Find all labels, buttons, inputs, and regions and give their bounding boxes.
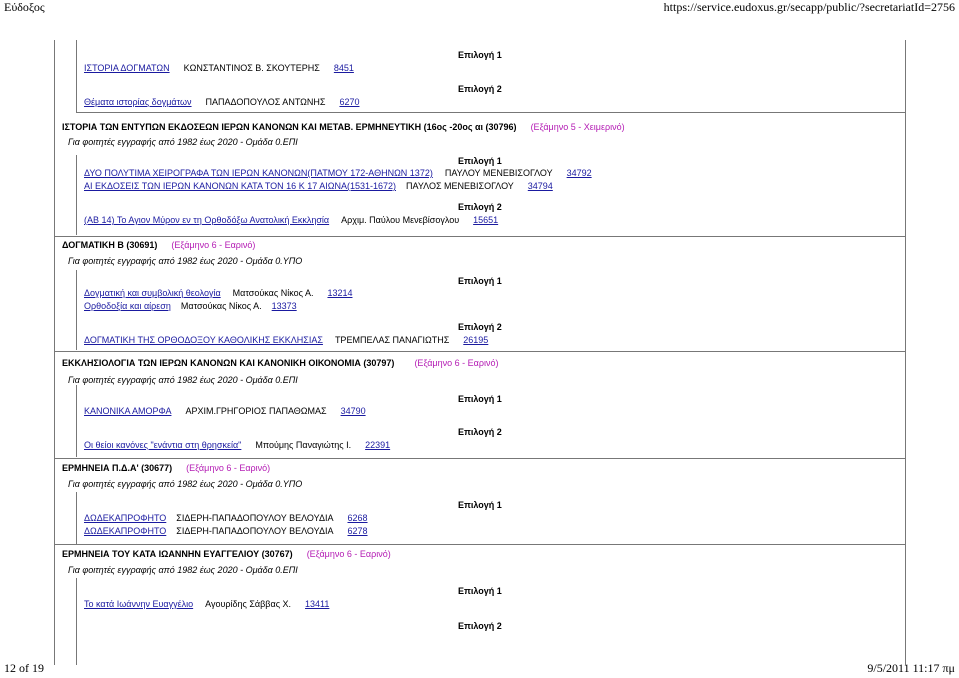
book-row [84,599,329,610]
book-row [84,168,592,179]
book-code-link[interactable]: 8451 [333,63,354,73]
course-semester: (Εξάμηνο 5 - Χειμερινό) [530,122,625,132]
book-row [84,288,352,299]
book-title-link[interactable]: ΔΩΔΕΚΑΠΡΟΦΗΤΟ [84,513,167,523]
book-row [84,97,359,108]
book-row [84,526,368,537]
book-author: Ματσούκας Νίκος Α. [232,288,314,298]
course-name: ΕΚΚΛΗΣΙΟΛΟΓΙΑ ΤΩΝ ΙΕΡΩΝ ΚΑΝΟΝΩΝ ΚΑΙ ΚΑΝΟΝΙΚΗ ΟΙΚΟΝΟΜΙΑ (30797) [62,358,395,368]
course-title [62,122,625,133]
book-row [84,440,390,451]
book-row [84,181,553,192]
course-title [62,463,270,474]
course-name: ΕΡΜΗΝΕΙΑ Π.Δ.Α' (30677) [62,463,173,473]
inner-left-border [76,40,77,112]
book-code-link[interactable]: 22391 [365,440,391,450]
choice-label: Επιλογή 2 [458,621,502,631]
course-note: Για φοιτητές εγγραφής από 1982 έως 2020 - Ομάδα 0.ΕΠΙ [68,565,298,575]
book-code-link[interactable]: 26195 [463,335,489,345]
inner-left-border [76,385,77,457]
book-row [84,406,366,417]
book-code-link[interactable]: 15651 [473,215,499,225]
book-title-link[interactable]: ΑΙ ΕΚΔΟΣΕΙΣ ΤΩΝ ΙΕΡΩΝ ΚΑΝΟΝΩΝ ΚΑΤΑ ΤΟΝ 16 Κ 17 ΑΙΩΝΑ(1531-1672) [84,181,396,191]
choice-label: Επιλογή 1 [458,586,502,596]
book-title-link[interactable]: ΔΩΔΕΚΑΠΡΟΦΗΤΟ [84,526,167,536]
book-author: ΠΑΥΛΟΥ ΜΕΝΕΒΙΣΟΓΛΟΥ [444,168,553,178]
book-author: ΣΙΔΕΡΗ-ΠΑΠΑΔΟΠΟΥΛΟΥ ΒΕΛΟΥΔΙΑ [176,513,334,523]
choice-label: Επιλογή 2 [458,322,502,332]
book-author: ΑΡΧΙΜ.ΓΡΗΓΟΡΙΟΣ ΠΑΠΑΘΩΜΑΣ [185,406,327,416]
course-name: ΕΡΜΗΝΕΙΑ ΤΟΥ ΚΑΤΑ ΙΩΑΝΝΗΝ ΕΥΑΓΓΕΛΙΟΥ (30767) [62,549,293,559]
inner-left-border [76,578,77,665]
book-author: ΠΑΠΑΔΟΠΟΥΛΟΣ ΑΝΤΩΝΗΣ [205,97,326,107]
course-title [62,240,255,251]
book-row [84,63,354,74]
choice-label: Επιλογή 2 [458,427,502,437]
table-right-border [905,40,906,665]
book-row [84,513,368,524]
book-author: ΤΡΕΜΠΕΛΑΣ ΠΑΝΑΓΙΩΤΗΣ [334,335,450,345]
book-row [84,215,498,226]
book-author: ΠΑΥΛΟΣ ΜΕΝΕΒΙΣΟΓΛΟΥ [405,181,514,191]
divider [54,544,906,545]
choice-label: Επιλογή 1 [458,500,502,510]
book-code-link[interactable]: 13411 [305,599,330,609]
page-number: 12 of 19 [4,661,44,675]
book-author: ΚΩΝΣΤΑΝΤΙΝΟΣ Β. ΣΚΟΥΤΕΡΗΣ [183,63,320,73]
book-title-link[interactable]: Θέματα ιστορίας δογμάτων [84,97,192,107]
inner-left-border [76,270,77,350]
book-code-link[interactable]: 6270 [339,97,360,107]
divider [76,112,906,113]
book-code-link[interactable]: 34790 [340,406,366,416]
course-title [62,549,391,560]
book-author: Μπούμης Παναγιώτης Ι. [255,440,352,450]
book-title-link[interactable]: ΙΣΤΟΡΙΑ ΔΟΓΜΑΤΩΝ [84,63,170,73]
book-title-link[interactable]: ΔΟΓΜΑΤΙΚΗ ΤΗΣ ΟΡΘΟΔΟΞΟΥ ΚΑΘΟΛΙΚΗΣ ΕΚΚΛΗΣΙΑΣ [84,335,323,345]
book-author: Αρχιμ. Παύλου Μενεβίσογλου [341,215,460,225]
book-row [84,335,488,346]
course-note: Για φοιτητές εγγραφής από 1982 έως 2020 - Ομάδα 0.ΕΠΙ [68,375,298,385]
book-code-link[interactable]: 34794 [527,181,553,191]
course-note: Για φοιτητές εγγραφής από 1982 έως 2020 - Ομάδα 0.ΕΠΙ [68,137,298,147]
book-code-link[interactable]: 6268 [347,513,368,523]
book-author: ΣΙΔΕΡΗ-ΠΑΠΑΔΟΠΟΥΛΟΥ ΒΕΛΟΥΔΙΑ [176,526,334,536]
page-url: https://service.eudoxus.gr/secapp/public/?secretariatId=2756 [663,0,955,14]
page-site-title: Εύδοξος [4,0,45,14]
book-author: Ματσούκας Νίκος Α. [180,301,262,311]
book-author: Αγουρίδης Σάββας Χ. [205,599,292,609]
browser-print-header [0,0,959,14]
book-title-link[interactable]: Το κατά Ιωάννην Ευαγγέλιο [84,599,194,609]
course-note: Για φοιτητές εγγραφής από 1982 έως 2020 - Ομάδα 0.ΥΠΟ [68,479,303,489]
divider [54,236,906,237]
divider [54,458,906,459]
choice-label: Επιλογή 1 [458,276,502,286]
course-semester: (Εξάμηνο 6 - Εαρινό) [171,240,256,250]
course-semester: (Εξάμηνο 6 - Εαρινό) [414,358,499,368]
book-title-link[interactable]: (ΑΒ 14) Το Αγιον Μύρον εν τη Ορθοδόξω Ανατολική Εκκλησία [84,215,330,225]
book-code-link[interactable]: 13373 [271,301,297,311]
print-timestamp: 9/5/2011 11:17 πμ [867,661,955,675]
book-title-link[interactable]: ΚΑΝΟΝΙΚΑ ΑΜΟΡΦΑ [84,406,172,416]
inner-left-border [76,492,77,544]
course-name: ΔΟΓΜΑΤΙΚΗ Β (30691) [62,240,158,250]
choice-label: Επιλογή 1 [458,394,502,404]
course-name: ΙΣΤΟΡΙΑ ΤΩΝ ΕΝΤΥΠΩΝ ΕΚΔΟΣΕΩΝ ΙΕΡΩΝ ΚΑΝΟΝΩΝ ΚΑΙ ΜΕΤΑΒ. ΕΡΜΗΝΕΥΤΙΚΗ (16ος -20ος αι (30796) [62,122,517,132]
choice-label: Επιλογή 1 [458,156,502,166]
browser-print-footer [0,662,959,678]
course-note: Για φοιτητές εγγραφής από 1982 έως 2020 - Ομάδα 0.ΥΠΟ [68,256,303,266]
choice-label: Επιλογή 2 [458,202,502,212]
book-code-link[interactable]: 13214 [327,288,353,298]
course-title [62,358,498,369]
inner-left-border [76,155,77,235]
choice-label: Επιλογή 1 [458,50,502,60]
book-row [84,301,297,312]
course-semester: (Εξάμηνο 6 - Εαρινό) [186,463,271,473]
course-semester: (Εξάμηνο 6 - Εαρινό) [306,549,391,559]
book-title-link[interactable]: Οι θείοι κανόνες "ενάντια στη θρησκεία" [84,440,242,450]
choice-label: Επιλογή 2 [458,84,502,94]
book-title-link[interactable]: ΔΥΟ ΠΟΛΥΤΙΜΑ ΧΕΙΡΟΓΡΑΦΑ ΤΩΝ ΙΕΡΩΝ ΚΑΝΟΝΩΝ(ΠΑΤΜΟΥ 172-ΑΘΗΝΩΝ 1372) [84,168,433,178]
table-left-border [54,40,55,665]
book-title-link[interactable]: Δογματική και συμβολική θεολογία [84,288,221,298]
book-title-link[interactable]: Ορθοδοξία και αίρεση [84,301,171,311]
divider [54,351,906,352]
book-code-link[interactable]: 6278 [347,526,368,536]
book-code-link[interactable]: 34792 [566,168,592,178]
